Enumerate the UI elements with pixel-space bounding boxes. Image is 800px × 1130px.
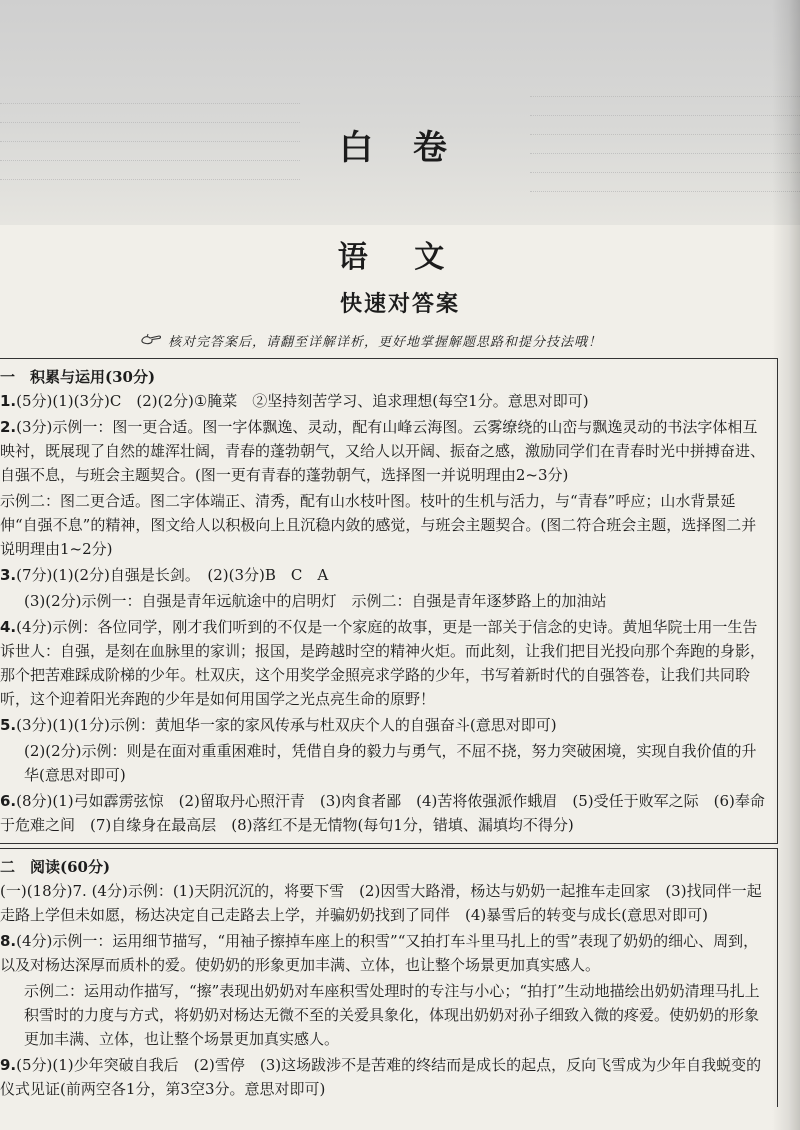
main-title: 白 卷: [339, 128, 461, 168]
quick-answer-title: 快速对答案: [339, 292, 460, 317]
answer-item: 示例二：图二更合适。图二字体端正、清秀，配有山水枝叶图。枝叶的生机与活力，与“青春”呼应；山水背景延伸“自强不息”的精神，图文给人以积极向上且沉稳内敛的感觉，与班会主题契合。(图二符合班会主题，选择图二并说明理由1~2分): [0, 492, 757, 558]
answer-content: [0, 358, 790, 1128]
answer-item: 4.(4分)示例：各位同学，刚才我们听到的不仅是一个家庭的故事，更是一部关于信念的史诗。黄旭华院士用一生告诉世人：自强，是刻在血脉里的家训；报国，是跨越时空的精神火炬。而此刻，让我们把目光投向那个奔跑的身影，那个把苦难踩成阶梯的少年。杜双庆，这个用奖学金照亮求学路的少年，书写着新时代的自强答卷，让我们共同聆听，这个迎着阳光奔跑的少年是如何用国学之光点亮生命的原野！: [0, 618, 766, 708]
answer-item: 5.(3分)(1)(1分)示例：黄旭华一家的家风传承与杜双庆个人的自强奋斗(意思对即可): [0, 716, 557, 734]
tip-text: 核对完答案后，请翻至详解详析，更好地掌握解题思路和提分技法哦！: [168, 334, 603, 350]
tip-line: [140, 330, 700, 350]
page-edge-shadow: [772, 0, 800, 1130]
subject-title: 语 文: [337, 240, 463, 275]
section-1: [0, 358, 778, 844]
answer-item: 6.(8分)(1)弓如霹雳弦惊 (2)留取丹心照汗青 (3)肉食者鄙 (4)苦将侬强派作蛾眉 (5)受任于败军之际 (6)奉命于危难之间 (7)自缘身在最高层 (8)落红不是无情物(每句1分，错填、漏填均不得分): [0, 792, 765, 834]
pointing-hand-icon: [140, 330, 162, 350]
answer-item: 示例二：运用动作描写，“擦”表现出奶奶对车座积雪处理时的专注与小心；“拍打”生动地描绘出奶奶清理马扎上积雪时的力度与方式，将奶奶对杨达无微不至的关爱具象化，体现出奶奶对孙子细致入微的疼爱。使奶奶的形象更加丰满、立体，也让整个场景更加真实感人。: [24, 982, 760, 1048]
section-2-title: 二 阅读(60分): [0, 858, 111, 876]
section-1-title: 一 积累与运用(30分): [0, 368, 156, 386]
answer-item: 1.(5分)(1)(3分)C (2)(2分)①腌菜 ②坚持刻苦学习、追求理想(每空1分。意思对即可): [0, 392, 589, 410]
answer-item: (3)(2分)示例一：自强是青年远航途中的启明灯 示例二：自强是青年逐梦路上的加油站: [24, 592, 607, 610]
answer-item: (一)(18分)7. (4分)示例：(1)天阴沉沉的，将要下雪 (2)因雪大路滑，杨达与奶奶一起推车走回家 (3)找同伴一起走路上学但未如愿，杨达决定自己走路去上学，并骗奶奶找到了同伴 (4)暴雪后的转变与成长(意思对即可): [0, 882, 762, 924]
section-2: [0, 848, 778, 1107]
answer-item: 3.(7分)(1)(2分)自强是长剑。 (2)(3分)B C A: [0, 566, 329, 584]
answer-item: (2)(2分)示例：则是在面对重重困难时，凭借自身的毅力与勇气，不屈不挠，努力突破困境，实现自我价值的升华(意思对即可): [24, 742, 757, 784]
answer-item: 2.(3分)示例一：图一更合适。图一字体飘逸、灵动，配有山峰云海图。云雾缭绕的山峦与飘逸灵动的书法字体相互映衬，既展现了自然的雄浑壮阔，青春的蓬勃朝气，又给人以开阔、振奋之感，激励同学们在青春时光中拼搏奋进、自强不息，与班会主题契合。(图一更有青春的蓬勃朝气，选择图一并说明理由2~3分): [0, 418, 766, 484]
answer-item: 9.(5分)(1)少年突破自我后 (2)雪停 (3)这场跋涉不是苦难的终结而是成长的起点，反向飞雪成为少年自我蜕变的仪式见证(前两空各1分，第3空3分。意思对即可): [0, 1056, 762, 1098]
answer-item: 8.(4分)示例一：运用细节描写，“用袖子擦掉车座上的积雪”“又拍打车斗里马扎上的雪”表现了奶奶的细心、周到，以及对杨达深厚而质朴的爱。使奶奶的形象更加丰满、立体，也让整个场景更加真实感人。: [0, 932, 759, 974]
